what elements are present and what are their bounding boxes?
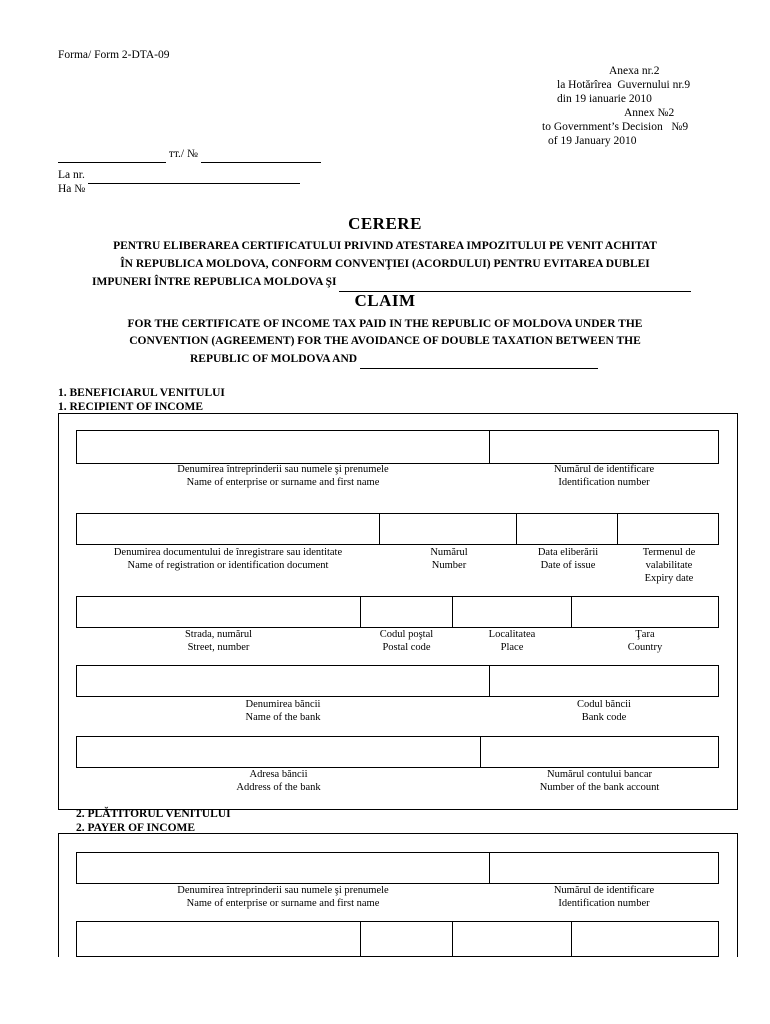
section2-frame-top	[58, 833, 738, 834]
issue-date-label-ro: Data eliberării	[537, 547, 599, 558]
bank-address-field[interactable]	[76, 736, 481, 768]
bank-code-label-en: Bank code	[581, 712, 627, 723]
document-name-label-en: Name of registration or identification document	[127, 560, 329, 571]
country-blank-ro[interactable]	[339, 273, 691, 292]
form-code: Forma/ Form 2-DTA-09	[58, 49, 170, 61]
annex-line-5: to Government’s Decision №9	[542, 121, 689, 133]
issue-date-label	[516, 546, 620, 572]
ref-number-blank[interactable]	[58, 147, 166, 163]
subtitle-en-3	[190, 350, 598, 369]
subtitle-ro-3-text: IMPUNERI ÎNTRE REPUBLICA MOLDOVA ŞI	[92, 276, 337, 288]
section1-heading-en: 1. RECIPIENT OF INCOME	[58, 401, 204, 413]
recipient-id-label-ro: Numărul de identificare	[553, 464, 655, 475]
recipient-name-label-en: Name of enterprise or surname and first name	[186, 477, 380, 488]
section2-heading-ro: 2. PLĂTITORUL VENITULUI	[76, 808, 231, 820]
payer-name-field[interactable]	[76, 852, 490, 884]
place-label	[452, 628, 572, 654]
bank-account-label-en: Number of the bank account	[539, 782, 660, 793]
subtitle-ro-3	[92, 273, 691, 292]
payer-name-label-en: Name of enterprise or surname and first name	[186, 898, 380, 909]
document-number-label-en: Number	[431, 560, 467, 571]
bank-name-label-en: Name of the bank	[245, 712, 321, 723]
bank-code-label-ro: Codul băncii	[577, 699, 631, 710]
document-number-field[interactable]	[379, 513, 517, 545]
section2-frame-right	[737, 833, 738, 957]
recipient-name-label	[76, 463, 490, 489]
document-expiry-field[interactable]	[617, 513, 719, 545]
street-label	[76, 628, 361, 654]
document-name-field[interactable]	[76, 513, 380, 545]
bank-address-label-ro: Adresa băncii	[249, 769, 308, 780]
recipient-id-label	[489, 463, 719, 489]
subtitle-en-2: CONVENTION (AGREEMENT) FOR THE AVOIDANCE OF DOUBLE TAXATION BETWEEN THE	[129, 335, 641, 347]
section1-heading-ro: 1. BENEFICIARUL VENITULUI	[58, 387, 225, 399]
country-label-ro: Ţara	[635, 629, 655, 640]
la-nr-blank[interactable]	[88, 168, 300, 184]
annex-line-1: Anexa nr.2	[609, 65, 660, 77]
postal-code-label	[360, 628, 453, 654]
reference-line-1	[58, 147, 321, 163]
expiry-date-label	[617, 546, 721, 585]
place-label-en: Place	[500, 642, 524, 653]
annex-line-3: din 19 ianuarie 2010	[557, 93, 652, 105]
recipient-name-field[interactable]	[76, 430, 490, 464]
ref-number-mid: тт./ №	[168, 148, 198, 160]
la-nr-label: La nr.	[58, 169, 85, 181]
annex-line-2: la Hotărîrea Guvernului nr.9	[557, 79, 691, 91]
payer-id-label-ro: Numărul de identificare	[553, 885, 655, 896]
country-blank-en[interactable]	[360, 350, 598, 369]
payer-id-label-en: Identification number	[558, 898, 650, 909]
annex-line-6: of 19 January 2010	[548, 135, 637, 147]
postal-code-field[interactable]	[360, 596, 453, 628]
street-label-ro: Strada, numărul	[184, 629, 253, 640]
postal-code-label-ro: Codul poştal	[379, 629, 434, 640]
title-en: CLAIM	[354, 291, 416, 310]
bank-name-label-ro: Denumirea băncii	[245, 699, 321, 710]
country-field[interactable]	[571, 596, 719, 628]
place-label-ro: Localitatea	[488, 629, 536, 640]
payer-id-field[interactable]	[489, 852, 719, 884]
ref-number-blank-2[interactable]	[201, 147, 321, 163]
payer-id-label	[489, 884, 719, 910]
expiry-date-label-ro-2: valabilitate	[645, 560, 693, 571]
bank-code-field[interactable]	[489, 665, 719, 697]
document-name-label	[76, 546, 380, 572]
bank-name-field[interactable]	[76, 665, 490, 697]
title-ro: CERERE	[348, 214, 422, 233]
payer-document-name-field[interactable]	[76, 921, 361, 957]
street-label-en: Street, number	[187, 642, 250, 653]
recipient-id-label-en: Identification number	[558, 477, 650, 488]
payer-issue-date-field[interactable]	[452, 921, 572, 957]
bank-address-label-en: Address of the bank	[236, 782, 321, 793]
recipient-id-field[interactable]	[489, 430, 719, 464]
country-label-en: Country	[627, 642, 663, 653]
bank-account-label-ro: Numărul contului bancar	[547, 769, 652, 780]
expiry-date-label-ro: Termenul de	[642, 547, 696, 558]
payer-name-label-ro: Denumirea întreprinderii sau numele şi prenumele	[177, 885, 389, 896]
expiry-date-label-en: Expiry date	[644, 573, 694, 584]
annex-line-4: Annex №2	[624, 107, 675, 119]
bank-code-label	[489, 698, 719, 724]
bank-account-label	[480, 768, 719, 794]
section2-frame-left	[58, 833, 59, 957]
subtitle-en-1: FOR THE CERTIFICATE OF INCOME TAX PAID IN THE REPUBLIC OF MOLDOVA UNDER THE	[127, 318, 643, 330]
document-number-label	[379, 546, 519, 572]
postal-code-label-en: Postal code	[382, 642, 431, 653]
bank-name-label	[76, 698, 490, 724]
place-field[interactable]	[452, 596, 572, 628]
street-field[interactable]	[76, 596, 361, 628]
payer-expiry-field[interactable]	[571, 921, 719, 957]
payer-document-number-field[interactable]	[360, 921, 453, 957]
document-issue-date-field[interactable]	[516, 513, 618, 545]
section2-heading-en: 2. PAYER OF INCOME	[76, 822, 196, 834]
reference-line-2	[58, 168, 300, 184]
country-label	[571, 628, 719, 654]
payer-name-label	[76, 884, 490, 910]
issue-date-label-en: Date of issue	[540, 560, 596, 571]
document-number-label-ro: Numărul	[430, 547, 468, 558]
bank-account-field[interactable]	[480, 736, 719, 768]
subtitle-ro-1: PENTRU ELIBERAREA CERTIFICATULUI PRIVIND ATESTAREA IMPOZITULUI PE VENIT ACHITAT	[113, 240, 657, 252]
subtitle-ro-2: ÎN REPUBLICA MOLDOVA, CONFORM CONVENŢIEI (ACORDULUI) PENTRU EVITAREA DUBLEI	[120, 258, 650, 270]
recipient-name-label-ro: Denumirea întreprinderii sau numele şi prenumele	[177, 464, 389, 475]
subtitle-en-3-text: REPUBLIC OF MOLDOVA AND	[190, 353, 358, 365]
document-name-label-ro: Denumirea documentului de înregistrare sau identitate	[113, 547, 343, 558]
na-nr-label: На №	[58, 183, 86, 195]
bank-address-label	[76, 768, 481, 794]
